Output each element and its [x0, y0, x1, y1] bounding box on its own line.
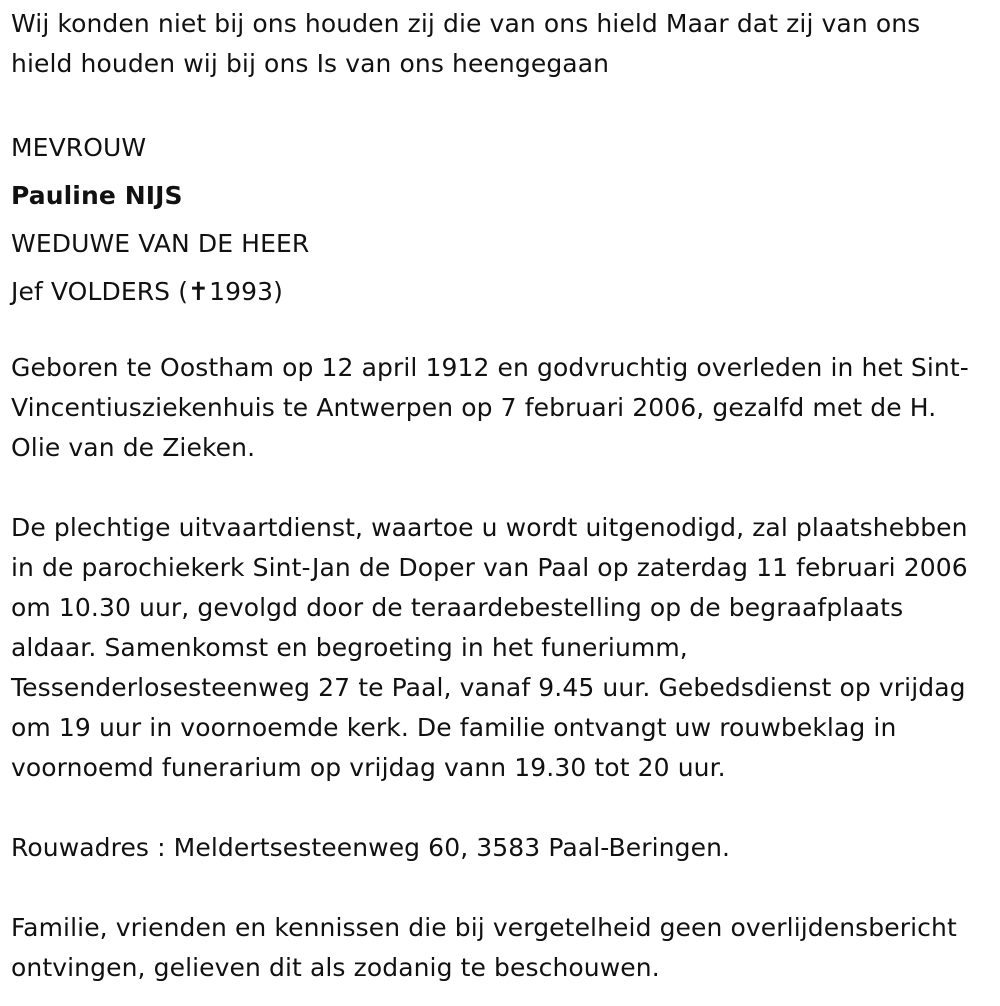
spacer: [11, 316, 986, 348]
spouse-name: Jef VOLDERS (✝1993): [11, 277, 283, 306]
birth-death-paragraph: Geboren te Oostham op 12 april 1912 en godvruchtig overleden in het Sint-Vincentiusziekenhuis te Antwerpen op 7 februari 2006, gezalfd met de H. Olie van de Zieken.: [11, 353, 969, 462]
spacer: [11, 788, 986, 828]
spacer: [11, 84, 986, 124]
closing-paragraph: Familie, vrienden en kennissen die bij vergetelheid geen overlijdensbericht ontvingen, gelieven dit als zodanig te beschouwen.: [11, 913, 957, 982]
funeral-paragraph: De plechtige uitvaartdienst, waartoe u wordt uitgenodigd, zal plaatshebben in de parochiekerk Sint-Jan de Doper van Paal op zaterdag 11 februari 2006 om 10.30 uur, gevolgd door de teraardebestelling op de begraafplaats aldaar. Samenkomst en begroeting in het funeriumm, Tessenderlosesteenweg 27 te Paal, vanaf 9.45 uur. Gebedsdienst op vrijdag om 19 uur in voornoemde kerk. De familie ontvangt uw rouwbeklag in voornoemd funerarium op vrijdag vann 19.30 tot 20 uur.: [11, 513, 968, 782]
honorific-title: MEVROUW: [11, 133, 147, 162]
mourning-address: Rouwadres : Meldertsesteenweg 60, 3583 Paal-Beringen.: [11, 833, 731, 862]
deceased-name: Pauline NIJS: [11, 181, 183, 210]
widow-of-label: WEDUWE VAN DE HEER: [11, 229, 310, 258]
opening-verse: Wij konden niet bij ons houden zij die van ons hield Maar dat zij van ons hield houden wij bij ons Is van ons heengegaan: [11, 9, 921, 78]
obituary-notice: [11, 4, 986, 988]
spacer: [11, 468, 986, 508]
spacer: [11, 868, 986, 908]
